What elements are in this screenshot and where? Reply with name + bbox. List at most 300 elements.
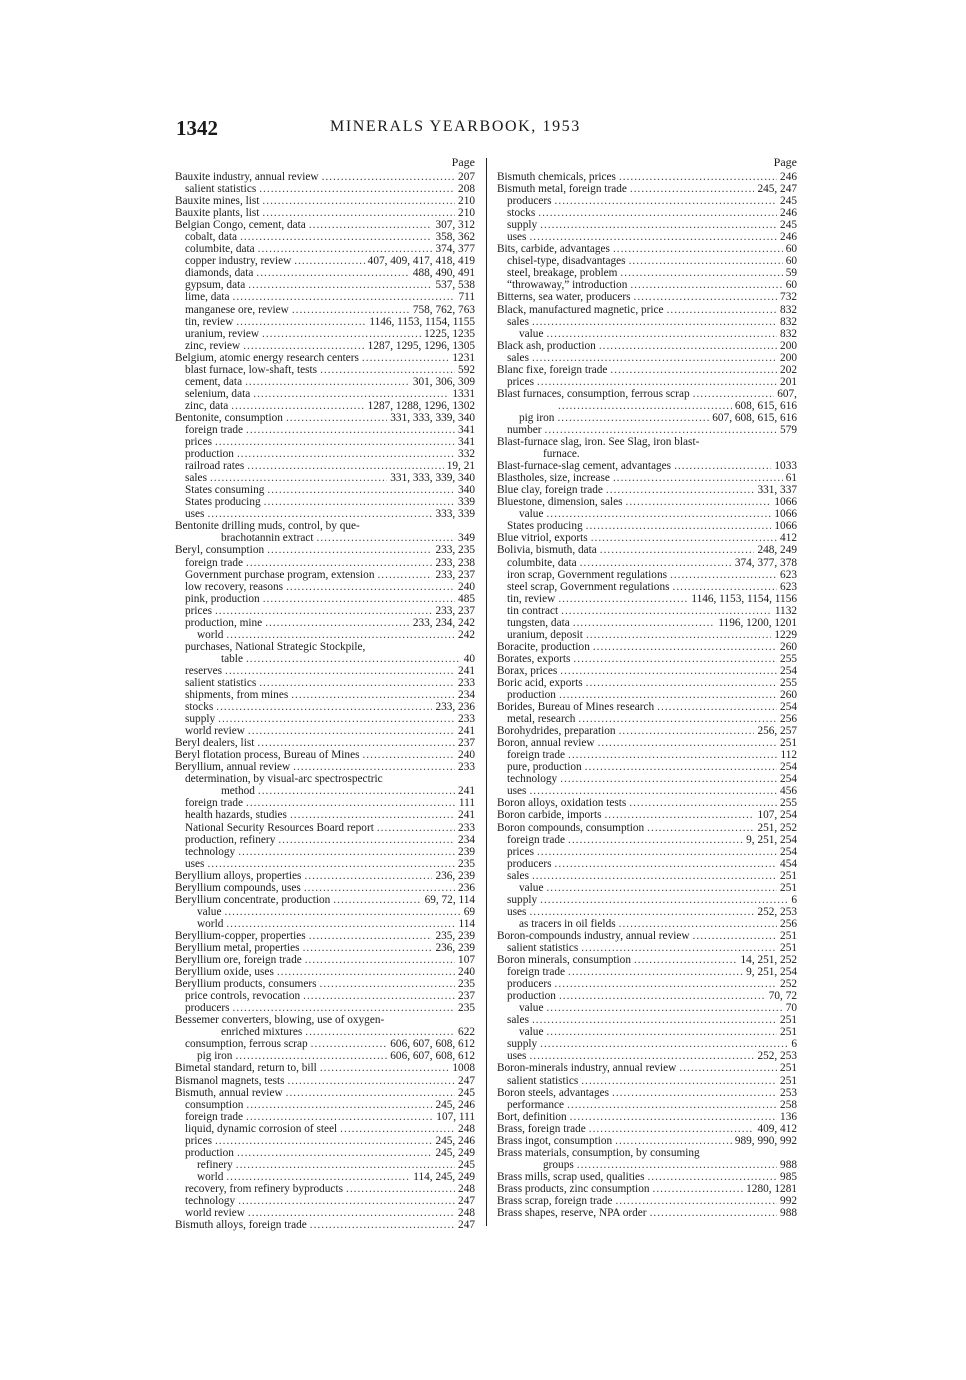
index-entry [175,1014,475,1026]
entry-term: uses [507,231,527,244]
entry-pages: 622 [458,1026,475,1039]
index-entry [175,243,475,255]
index-entry [175,749,475,761]
entry-term: low recovery, reasons [185,580,284,593]
index-entry [175,725,475,737]
index-entry [175,653,475,665]
entry-pages: 247 [458,1074,475,1087]
entry-pages: 1146, 1153, 1154, 1155 [369,315,475,328]
dot-leader [362,352,449,364]
dot-leader [259,677,455,689]
entry-term: blast furnace, low-shaft, tests [185,363,318,376]
index-entry [497,508,797,520]
entry-pages: 233, 237 [435,568,475,581]
entry-pages: 623 [780,580,797,593]
index-entry [497,1195,797,1207]
dot-leader [246,424,455,436]
dot-leader [231,400,364,412]
entry-term: value [197,905,222,918]
dot-leader [529,785,777,797]
entry-term: world [197,917,224,930]
entry-pages: 992 [780,1194,797,1207]
dot-leader [311,1038,388,1050]
dot-leader [634,291,778,303]
entry-term: Black ash, production [497,339,596,352]
index-entry [497,906,797,918]
dot-leader [237,448,455,460]
index-entry [175,1123,475,1135]
entry-pages: 985 [780,1170,797,1183]
entry-term: Government purchase program, extension [185,568,375,581]
index-entry [175,894,475,906]
entry-term: Beryllium compounds, uses [175,881,301,894]
entry-pages: 488, 490, 491 [412,267,475,280]
entry-pages: 340 [458,484,475,497]
entry-term: prices [185,1134,212,1147]
dot-leader [537,846,777,858]
entry-pages: 832 [780,327,797,340]
dot-leader [650,1207,777,1219]
entry-term: Bismuth alloys, foreign trade [175,1219,307,1232]
dot-leader [593,641,777,653]
entry-pages: 256 [780,917,797,930]
index-entry [497,1026,797,1038]
dot-leader [310,1219,455,1231]
entry-term: pig iron [519,411,555,424]
entry-term: salient statistics [185,676,257,689]
index-entry [497,1062,797,1074]
entry-pages: 245 [458,1158,475,1171]
entry-term: Borides, Bureau of Mines research [497,701,655,714]
index-entry [175,1171,475,1183]
dot-leader [561,605,772,617]
entry-term: value [519,1002,544,1015]
index-entry [497,388,797,400]
entry-pages: 251 [780,881,797,894]
entry-pages: 255 [780,797,797,810]
dot-leader [613,472,783,484]
entry-pages: 333, 339 [435,508,475,521]
entry-term: Brass materials, consumption, by consuming [497,1146,700,1159]
index-entry [497,1014,797,1026]
entry-pages: 241 [458,725,475,738]
index-entry [497,279,797,291]
entry-pages: 70, 72 [768,990,797,1003]
entry-term: shipments, from mines [185,689,289,702]
entry-pages: 331, 333, 339, 340 [390,411,475,424]
dot-leader [377,569,432,581]
entry-pages: 349 [458,532,475,545]
index-entry [497,195,797,207]
dot-leader [630,183,755,195]
index-entry [175,424,475,436]
entry-term: tin contract [507,604,559,617]
dot-leader [613,243,783,255]
dot-leader [532,352,777,364]
entry-term: Blast furnaces, consumption, ferrous scrap [497,387,690,400]
index-entry [175,448,475,460]
entry-pages: 40 [463,652,475,665]
entry-term: lime, data [185,291,230,304]
entry-term: pig iron [197,1050,233,1063]
dot-leader [679,1062,777,1074]
entry-pages: 200 [780,339,797,352]
entry-pages: 200 [780,351,797,364]
entry-pages: 235 [458,857,475,870]
entry-term: Black, manufactured magnetic, price [497,303,664,316]
entry-term: prices [507,375,534,388]
entry-term: number [507,423,542,436]
dot-leader [248,1207,455,1219]
entry-term: foreign trade [185,423,244,436]
entry-pages: 256, 257 [757,725,797,738]
entry-term: Brass products, zinc consumption [497,1182,650,1195]
index-entry [497,725,797,737]
dot-leader [303,942,433,954]
dot-leader [236,1159,455,1171]
entry-pages: 247 [458,1194,475,1207]
entry-pages: 606, 607, 608, 612 [390,1038,475,1051]
index-entry [497,1099,797,1111]
entry-term: Bismanol magnets, tests [175,1074,285,1087]
entry-pages: 258 [780,1098,797,1111]
index-entry [175,809,475,821]
entry-term: zinc, review [185,339,241,352]
entry-term: steel, breakage, problem [507,267,618,280]
entry-pages: 251 [780,1014,797,1027]
entry-pages: 1008 [452,1062,475,1075]
dot-leader [610,364,777,376]
entry-term: supply [507,893,538,906]
entry-pages: 606, 607, 608, 612 [390,1050,475,1063]
entry-pages: 331, 337 [757,484,797,497]
index-entry [175,472,475,484]
entry-term: Belgian Congo, cement, data [175,219,306,232]
dot-leader [226,629,455,641]
dot-leader [568,749,777,761]
dot-leader [320,364,455,376]
entry-pages: 456 [780,785,797,798]
dot-leader [304,870,432,882]
entry-pages: 207 [458,171,475,183]
entry-term: Borax, prices [497,664,558,677]
dot-leader [674,460,771,472]
dot-leader [647,1171,777,1183]
entry-term: furnace. [543,448,580,461]
index-entry [497,472,797,484]
entry-pages: 240 [458,580,475,593]
index-entry [175,183,475,195]
entry-pages: 235 [458,1002,475,1015]
dot-leader [540,1038,788,1050]
entry-term: world review [185,725,245,738]
index-entry [497,207,797,219]
index-entry [175,665,475,677]
entry-pages: 233 [458,821,475,834]
index-entry [497,797,797,809]
dot-leader [309,930,433,942]
index-entry [175,484,475,496]
dot-leader [238,1195,455,1207]
index-entry [175,701,475,713]
entry-term: copper industry, review [185,255,292,268]
index-entries [175,171,475,1231]
index-entry [175,1002,475,1014]
entry-term: Beryllium-copper, properties [175,929,306,942]
index-entry [497,846,797,858]
dot-leader [215,436,455,448]
entry-pages: 60 [785,243,797,256]
entry-term: sales [507,315,529,328]
index-entry [497,834,797,846]
dot-leader [340,1123,455,1135]
entry-term: reserves [185,664,223,677]
entry-pages: 237 [458,990,475,1003]
entry-pages: 111 [458,797,475,810]
entry-pages: 608, 615, 616 [734,399,797,412]
index-entry [175,520,475,532]
index-entry [497,291,797,303]
index-entry [175,400,475,412]
entry-term: Bauxite plants, list [175,207,260,220]
entry-pages: 241 [458,785,475,798]
entry-term: Boron-compounds industry, annual review [497,929,690,942]
index-entry [175,1135,475,1147]
index-entry [175,785,475,797]
entry-pages: 251 [780,929,797,942]
index-entry [497,930,797,942]
entry-term: Boron-minerals industry, annual review [497,1062,677,1075]
index-entry [497,436,797,448]
entry-pages: 1287, 1288, 1296, 1302 [367,399,475,412]
dot-leader [377,822,455,834]
entry-pages: 341 [458,423,475,436]
index-entry [175,858,475,870]
index-entry [175,496,475,508]
entry-pages: 248 [458,1122,475,1135]
entry-term: States consuming [185,484,265,497]
dot-leader [559,990,766,1002]
index-entry [175,1111,475,1123]
page-column-label: Page [773,155,797,169]
entry-pages: 202 [780,363,797,376]
entry-pages: 331, 333, 339, 340 [390,472,475,485]
index-entry [175,882,475,894]
entry-pages: 234 [458,689,475,702]
entry-pages: 252 [780,978,797,991]
entry-pages: 107, 254 [757,809,797,822]
entry-term: enriched mixtures [221,1026,303,1039]
dot-leader [210,472,387,484]
dot-leader [657,701,777,713]
entry-term: Boron carbide, imports [497,809,602,822]
entry-pages: 537, 538 [435,279,475,292]
index-entry [175,1195,475,1207]
entry-term: prices [185,436,212,449]
dot-leader [305,954,455,966]
index-entry [175,388,475,400]
entry-pages: 254 [780,845,797,858]
entry-term: uses [507,785,527,798]
entry-pages: 251 [780,737,797,750]
dot-leader [346,1183,455,1195]
dot-leader [619,725,755,737]
entry-term: consumption, ferrous scrap [185,1038,308,1051]
entry-pages: 241 [458,809,475,822]
dot-leader [248,725,455,737]
entry-term: Blast-furnace-slag cement, advantages [497,460,672,473]
entry-term: refinery [197,1158,233,1171]
index-entry [175,508,475,520]
index-entry [175,834,475,846]
dot-leader [529,231,777,243]
dot-leader [606,484,755,496]
index-entry [175,171,475,183]
dot-leader [290,809,455,821]
entry-term: “throwaway,” introduction [507,279,628,292]
entry-term: table [221,652,243,665]
entry-term: producers [185,1002,230,1015]
entry-pages: 201 [780,375,797,388]
dot-leader [215,1135,432,1147]
dot-leader [591,532,777,544]
entry-term: production, refinery [185,833,276,846]
entry-pages: 236 [458,881,475,894]
index-entry [497,689,797,701]
entry-pages: 1287, 1295, 1296, 1305 [367,339,475,352]
index-entry [175,846,475,858]
dot-leader [558,400,732,412]
index-column-left [175,156,475,1231]
index-entry [175,797,475,809]
dot-leader [247,460,443,472]
entry-pages: 251 [780,869,797,882]
entry-term: tin, review [507,592,556,605]
entry-term: determination, by visual-arc spectrospectric [185,773,383,786]
entry-term: uranium, review [185,327,260,340]
entry-pages: 233 [458,676,475,689]
entry-pages: 236, 239 [435,869,475,882]
entry-term: Beryllium concentrate, production [175,893,331,906]
dot-leader [320,1062,450,1074]
dot-leader [670,569,777,581]
entry-pages: 251 [780,942,797,954]
dot-leader [215,605,432,617]
index-entry [497,183,797,195]
dot-leader [555,858,778,870]
entry-term: salient statistics [507,1074,579,1087]
index-entry [497,1135,797,1147]
dot-leader [278,834,455,846]
entry-term: Boric acid, exports [497,676,583,689]
entry-pages: 1331 [452,387,475,400]
entry-term: pure, production [507,761,582,774]
entry-term: Bort, definition [497,1110,567,1123]
index-entry [175,255,475,267]
entry-pages: 711 [458,291,475,304]
dot-leader [555,195,778,207]
entry-term: Beryllium alloys, properties [175,869,302,882]
index-entry [175,195,475,207]
index-entry [175,713,475,725]
page-column-label: Page [451,155,475,169]
entry-term: uses [507,905,527,918]
entry-term: salient statistics [507,942,579,954]
entry-pages: 245 [458,1086,475,1099]
entry-pages: 233 [458,713,475,726]
dot-leader [580,557,732,569]
entry-pages: 307, 312 [435,219,475,232]
entry-term: Brass, foreign trade [497,1122,586,1135]
entry-term: Beryllium products, consumers [175,978,317,991]
entry-pages: 6 [791,893,797,906]
entry-pages: 607, 608, 615, 616 [712,411,797,424]
index-entry [175,773,475,785]
entry-pages: 233, 235 [435,544,475,557]
entry-term: technology [185,1194,236,1207]
dot-leader [581,942,777,954]
entry-term: Brass shapes, reserve, NPA order [497,1207,647,1220]
index-entry [497,605,797,617]
entry-pages: 107, 111 [436,1110,475,1123]
entry-pages: 61 [785,472,797,485]
entry-pages: 60 [785,255,797,268]
dot-leader [218,713,455,725]
index-entry [175,352,475,364]
entry-pages: 1146, 1153, 1154, 1156 [691,592,797,605]
entry-term: Borates, exports [497,652,571,665]
index-entry [497,557,797,569]
entry-pages: 245 [780,195,797,208]
dot-leader [612,1087,777,1099]
index-entry [497,761,797,773]
index-entry [497,918,797,930]
entry-term: liquid, dynamic corrosion of steel [185,1122,338,1135]
dot-leader [288,1075,456,1087]
entry-term: pink, production [185,592,260,605]
entry-term: as tracers in oil fields [519,917,616,930]
entry-term: production, mine [185,616,263,629]
entry-pages: 9, 251, 254 [746,966,797,979]
dot-leader [265,617,410,629]
index-entry [497,1123,797,1135]
entry-term: method [221,785,255,798]
dot-leader [629,797,777,809]
index-entry [497,966,797,978]
entry-term: Beryllium ore, foreign trade [175,954,302,967]
entry-term: prices [507,845,534,858]
dot-leader [246,557,432,569]
entry-term: foreign trade [185,797,244,810]
entry-term: Bismuth, annual review [175,1086,283,1099]
entry-pages: 136 [780,1110,797,1123]
dot-leader [629,255,783,267]
dot-leader [560,665,777,677]
entry-pages: 245, 249 [435,1146,475,1159]
dot-leader [586,520,772,532]
dot-leader [246,1111,433,1123]
index-entry [497,870,797,882]
dot-leader [233,291,456,303]
index-entry [497,1207,797,1219]
index-entry [175,689,475,701]
index-entry [175,340,475,352]
entry-term: metal, research [507,713,576,726]
dot-leader [529,906,754,918]
dot-leader [585,761,777,773]
dot-leader [286,1087,455,1099]
entry-pages: 246 [780,231,797,244]
